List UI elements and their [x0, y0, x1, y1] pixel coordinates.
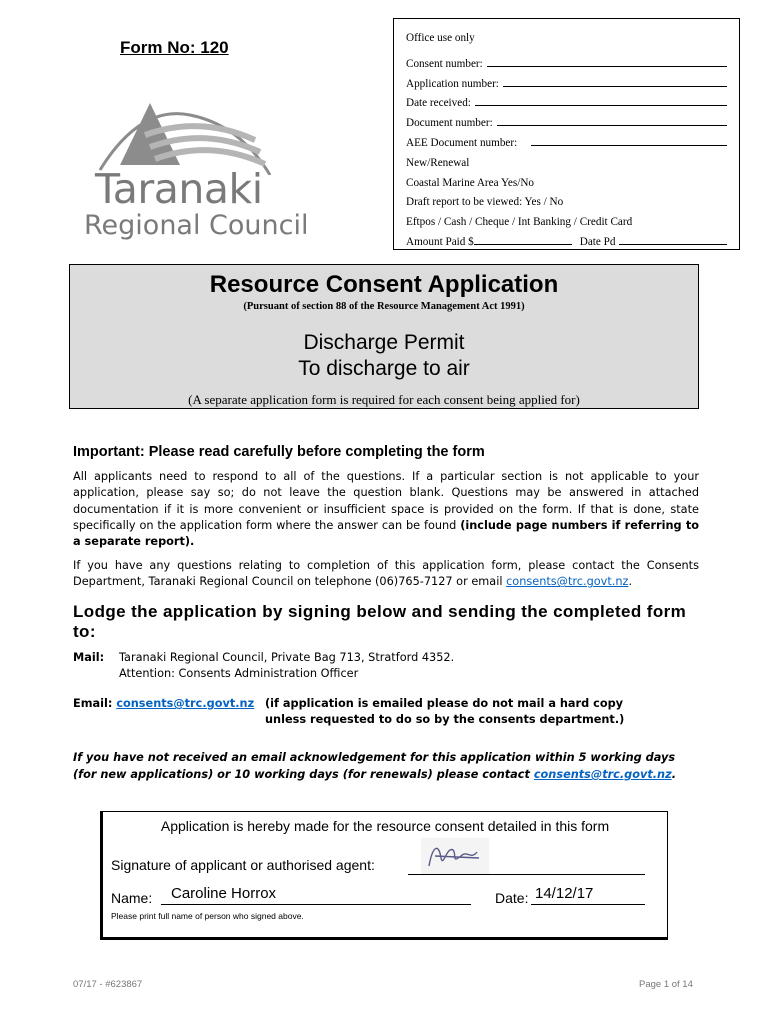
banner-subtitle: (Pursuant of section 88 of the Resource Management Act 1991) [243, 301, 525, 312]
name-field[interactable]: Caroline Horrox [171, 885, 277, 902]
email-note: (if application is emailed please do not mail a hard copy unless requested to do so by the consents department.) [265, 697, 625, 727]
instructions-paragraph: All applicants need to respond to all of the questions. If a particular section is not applicable to your application, please say so; do not leave the question blank. Questions may be answered in attached documentation if it is more convenient or insufficient space is provided on the form. If that is done, state specifically on the application form where the answer can be found (include page numbers if referring to a separate report). [73, 470, 699, 549]
signature-box [100, 811, 668, 940]
warning-email-link[interactable]: consents@trc.govt.nz [533, 768, 672, 781]
signature-line[interactable] [408, 874, 645, 875]
title-banner [69, 264, 699, 409]
document-reference: 07/17 - #623867 [73, 979, 143, 990]
consent-number-field: Consent number: [406, 50, 727, 70]
important-heading: Important: Please read carefully before completing the form [73, 444, 485, 460]
lodge-email-link[interactable]: consents@trc.govt.nz [116, 697, 255, 710]
amount-paid-field: Amount Paid $ Date Pd [406, 228, 727, 248]
logo-text-taranaki: Taranaki [95, 165, 263, 213]
signature-image [421, 838, 489, 874]
date-line [531, 904, 645, 905]
office-use-title: Office use only [406, 32, 475, 44]
form-number: Form No: 120 [120, 38, 229, 57]
contact-paragraph: If you have any questions relating to completion of this application form, please contact the Consents Department, Taranaki Regional Council on telephone (06)765-7127 or email consents@trc.govt.nz. [73, 559, 699, 589]
date-received-field: Date received: [406, 90, 727, 110]
office-use-box [393, 18, 740, 250]
name-line [161, 904, 471, 905]
date-field[interactable]: 14/12/17 [535, 885, 594, 902]
acknowledgement-warning: If you have not received an email acknowledgement for this application within 5 working days (for new applications) or 10 working days (for renewals) please contact consents@trc.govt.nz. [73, 751, 676, 781]
taranaki-logo-icon [80, 95, 300, 175]
print-name-note: Please print full name of person who signed above. [111, 911, 304, 921]
name-label: Name: [111, 890, 153, 906]
document-number-field: Document number: [406, 109, 727, 129]
page-number: Page 1 of 14 [639, 979, 693, 990]
draft-report-text: Draft report to be viewed: Yes / No [406, 196, 564, 209]
application-number-field: Application number: [406, 70, 727, 90]
application-statement: Application is hereby made for the resource consent detailed in this form [160, 818, 610, 834]
permit-type: Discharge Permit To discharge to air [298, 331, 470, 380]
mail-address: Mail: Taranaki Regional Council, Private Bag 713, Stratford 4352. Attention: Consents Administration Officer [73, 651, 455, 681]
aee-document-number-field: AEE Document number: [406, 129, 727, 149]
lodge-heading: Lodge the application by signing below and sending the completed form to: [73, 602, 687, 641]
logo-text-regional-council: Regional Council [84, 210, 309, 241]
signature-label: Signature of applicant or authorised agent: [111, 857, 375, 873]
new-renewal-text: New/Renewal [406, 156, 470, 169]
email-section: Email: consents@trc.govt.nz (if application is emailed please do not mail a hard copy unless requested to do so by the consents department.) [73, 696, 699, 712]
payment-methods-text: Eftpos / Cash / Cheque / Int Banking / Credit Card [406, 216, 633, 229]
coastal-marine-text: Coastal Marine Area Yes/No [406, 176, 535, 189]
consents-email-link[interactable]: consents@trc.govt.nz [506, 575, 629, 589]
banner-note: (A separate application form is required for each consent being applied for) [188, 392, 580, 407]
date-label: Date: [495, 890, 529, 906]
page-title: Resource Consent Application [209, 271, 559, 298]
